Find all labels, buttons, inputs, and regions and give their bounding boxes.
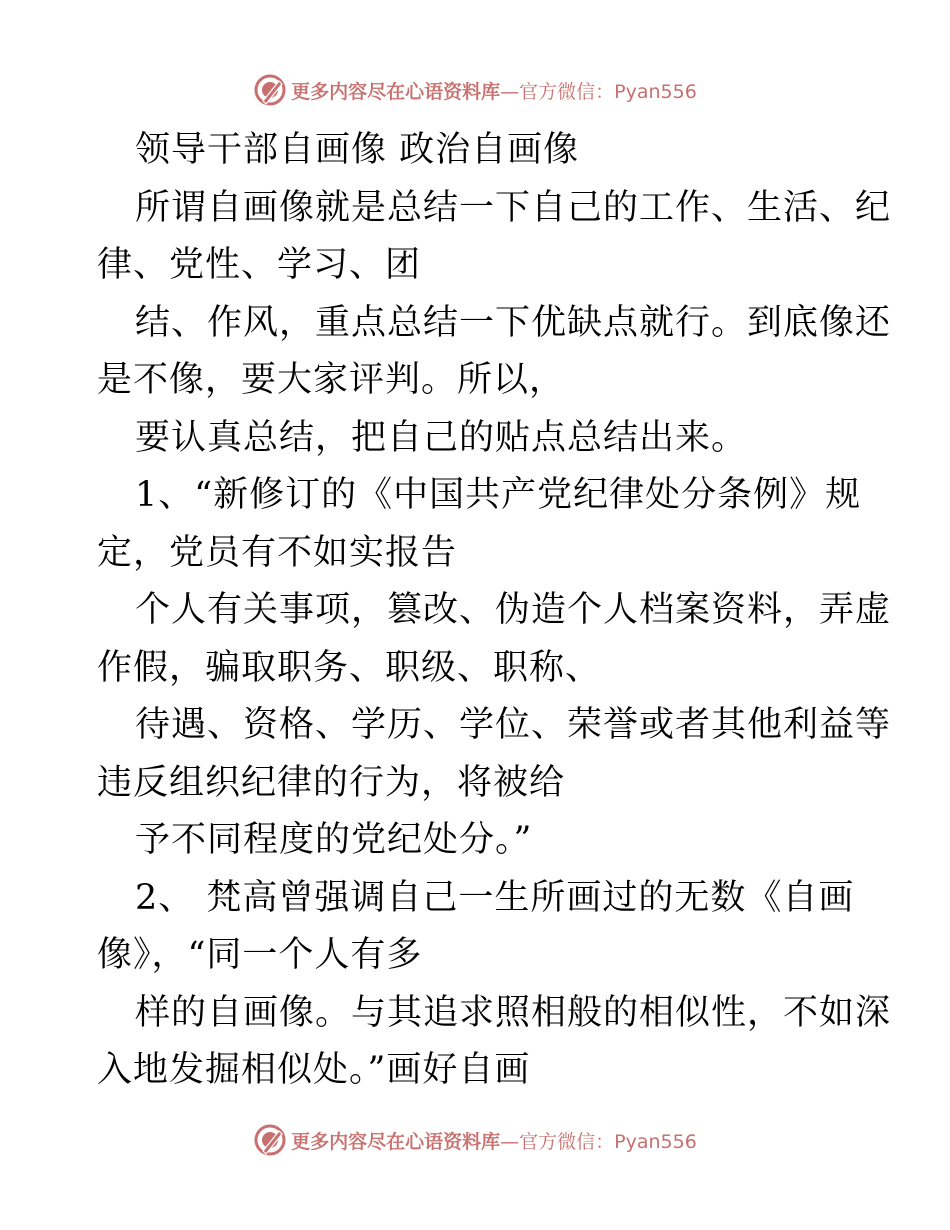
paragraph-line: 是不像，要大家评判。所以， xyxy=(97,360,566,400)
paragraph-line: 待遇、资格、学历、学位、荣誉或者其他利益等 xyxy=(135,705,892,745)
footer-banner xyxy=(0,1120,950,1160)
pen-logo-icon xyxy=(253,1123,287,1157)
paragraph-line: 个人有关事项，篡改、伪造个人档案资料，弄虚 xyxy=(135,590,892,630)
document-body xyxy=(97,122,892,1100)
paragraph-line: 作假，骗取职务、职级、职称、 xyxy=(97,647,602,688)
paragraph-line: 予不同程度的党纪处分。” xyxy=(135,820,533,860)
pen-logo-icon xyxy=(253,73,287,107)
paragraph-line: 所谓自画像就是总结一下自己的工作、生活、纪 xyxy=(135,187,892,228)
paragraph-line: 领导干部自画像 政治自画像 xyxy=(135,130,580,170)
paragraph-line: 律、党性、学习、团 xyxy=(97,245,422,285)
paragraph-line: 定，党员有不如实报告 xyxy=(97,532,458,573)
header-banner xyxy=(0,70,950,110)
paragraph-line: 1、“新修订的《中国共产党纪律处分条例》规 xyxy=(135,475,862,515)
header-contact-text: —官方微信：Pyan556 xyxy=(500,80,697,103)
footer-brand-text: 更多内容尽在心语资料库 xyxy=(291,1130,501,1153)
paragraph-line: 要认真总结，把自己的贴点总结出来。 xyxy=(135,417,748,458)
paragraph-line: 违反组织纪律的行为，将被给 xyxy=(97,762,566,803)
footer-contact-text: —官方微信：Pyan556 xyxy=(500,1130,697,1153)
paragraph-line: 结、作风，重点总结一下优缺点就行。到底像还 xyxy=(135,302,892,343)
paragraph-line: 2、 梵高曾强调自己一生所画过的无数《自画 xyxy=(135,877,855,918)
paragraph-line: 入地发掘相似处。”画好自画 xyxy=(97,1050,531,1090)
header-brand-text: 更多内容尽在心语资料库 xyxy=(291,80,501,103)
paragraph-line: 样的自画像。与其追求照相般的相似性，不如深 xyxy=(135,992,892,1033)
paragraph-line: 像》，“同一个人有多 xyxy=(97,935,423,975)
